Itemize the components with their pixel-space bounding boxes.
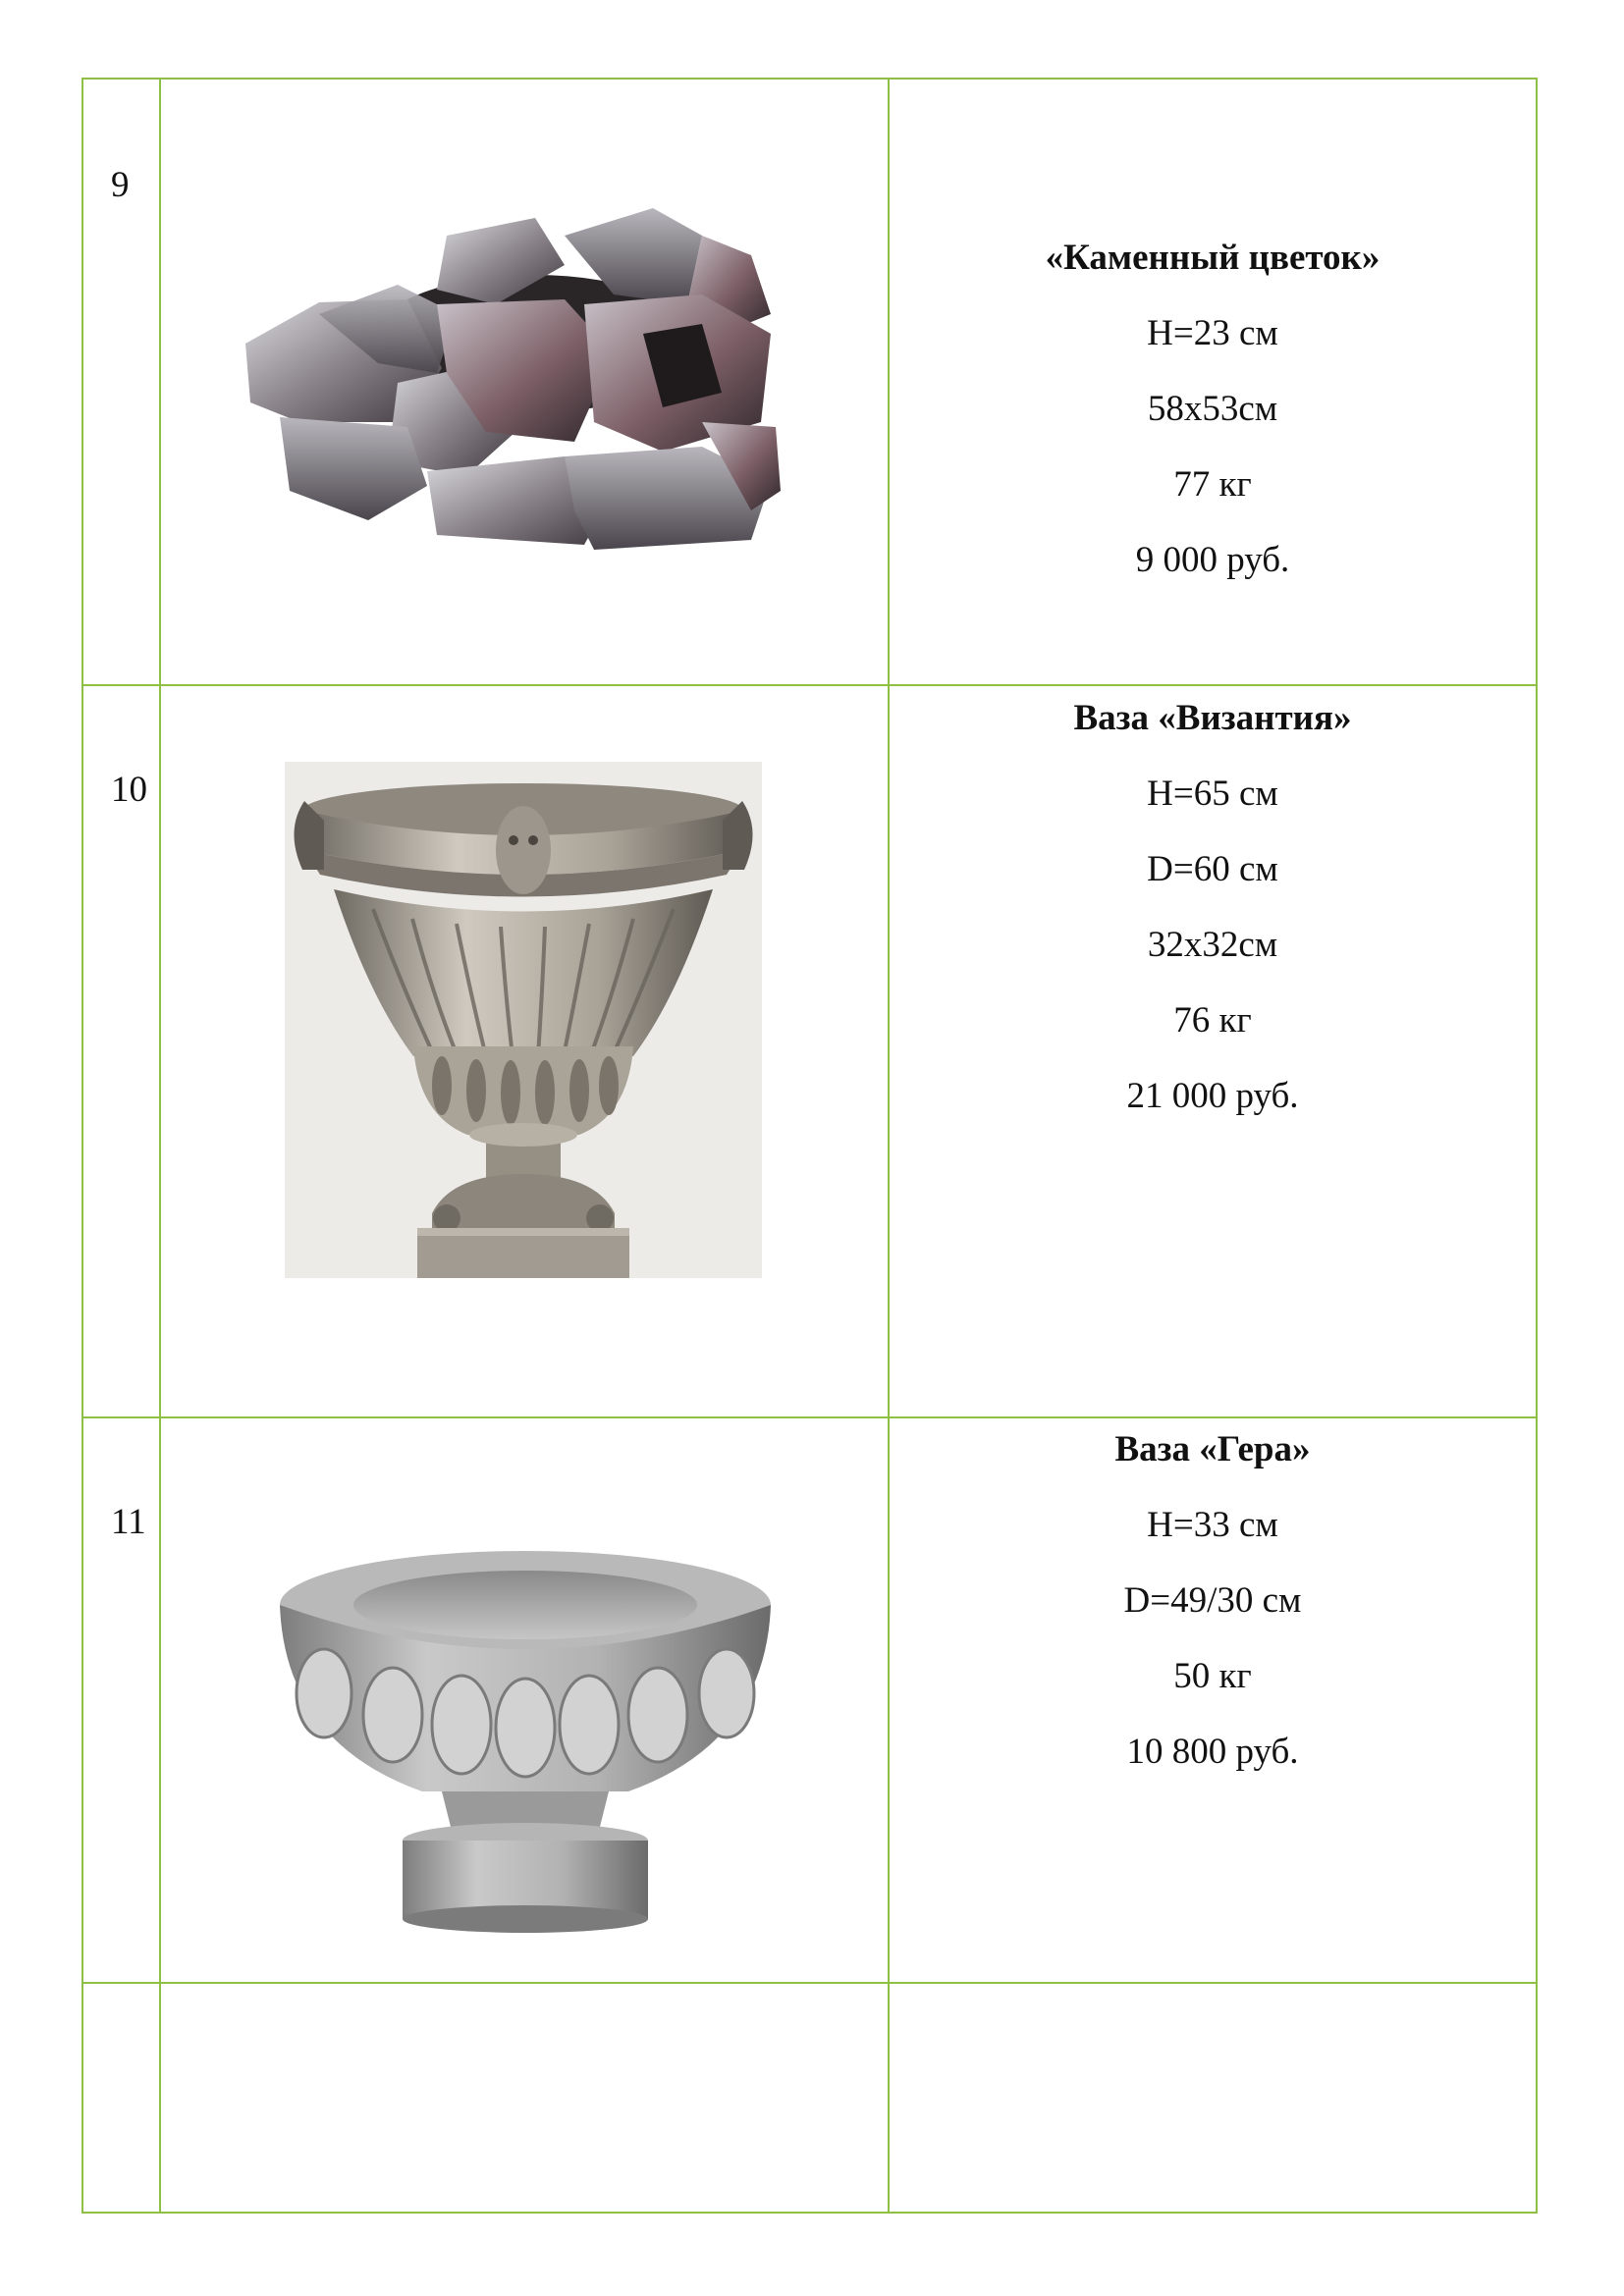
row-number: 9 bbox=[111, 165, 130, 205]
product-spec: 58х53см bbox=[1147, 389, 1278, 429]
product-info bbox=[890, 220, 1536, 598]
row-number: 11 bbox=[111, 1502, 146, 1542]
table-border bbox=[81, 2212, 1538, 2214]
product-spec: 76 кг bbox=[1173, 1000, 1252, 1041]
product-spec: 50 кг bbox=[1173, 1656, 1252, 1696]
row-number: 10 bbox=[111, 770, 147, 810]
product-title: Ваза «Византия» bbox=[1073, 698, 1352, 738]
stone-flower-planter-photo bbox=[241, 196, 810, 569]
table-border bbox=[81, 78, 83, 2214]
table-border bbox=[1536, 78, 1538, 2214]
byzantium-vase-photo bbox=[285, 762, 762, 1278]
product-spec: 32х32см bbox=[1147, 925, 1278, 965]
hera-vase-photo bbox=[275, 1546, 776, 1939]
table-border bbox=[81, 78, 1538, 80]
product-spec: D=49/30 см bbox=[1123, 1580, 1302, 1621]
product-info bbox=[890, 680, 1536, 1134]
product-info bbox=[890, 1412, 1536, 1789]
row-divider bbox=[81, 1982, 1538, 1984]
product-price: 9 000 руб. bbox=[1135, 540, 1290, 580]
product-title: «Каменный цветок» bbox=[1045, 238, 1380, 278]
product-title: Ваза «Гера» bbox=[1114, 1429, 1311, 1469]
product-spec: H=23 см bbox=[1147, 313, 1278, 353]
column-divider bbox=[159, 78, 161, 2214]
product-price: 21 000 руб. bbox=[1126, 1076, 1299, 1116]
product-spec: H=33 см bbox=[1147, 1505, 1278, 1545]
product-spec: H=65 см bbox=[1147, 774, 1278, 814]
product-spec: 77 кг bbox=[1173, 464, 1252, 505]
product-price: 10 800 руб. bbox=[1126, 1732, 1299, 1772]
product-spec: D=60 см bbox=[1147, 849, 1278, 889]
